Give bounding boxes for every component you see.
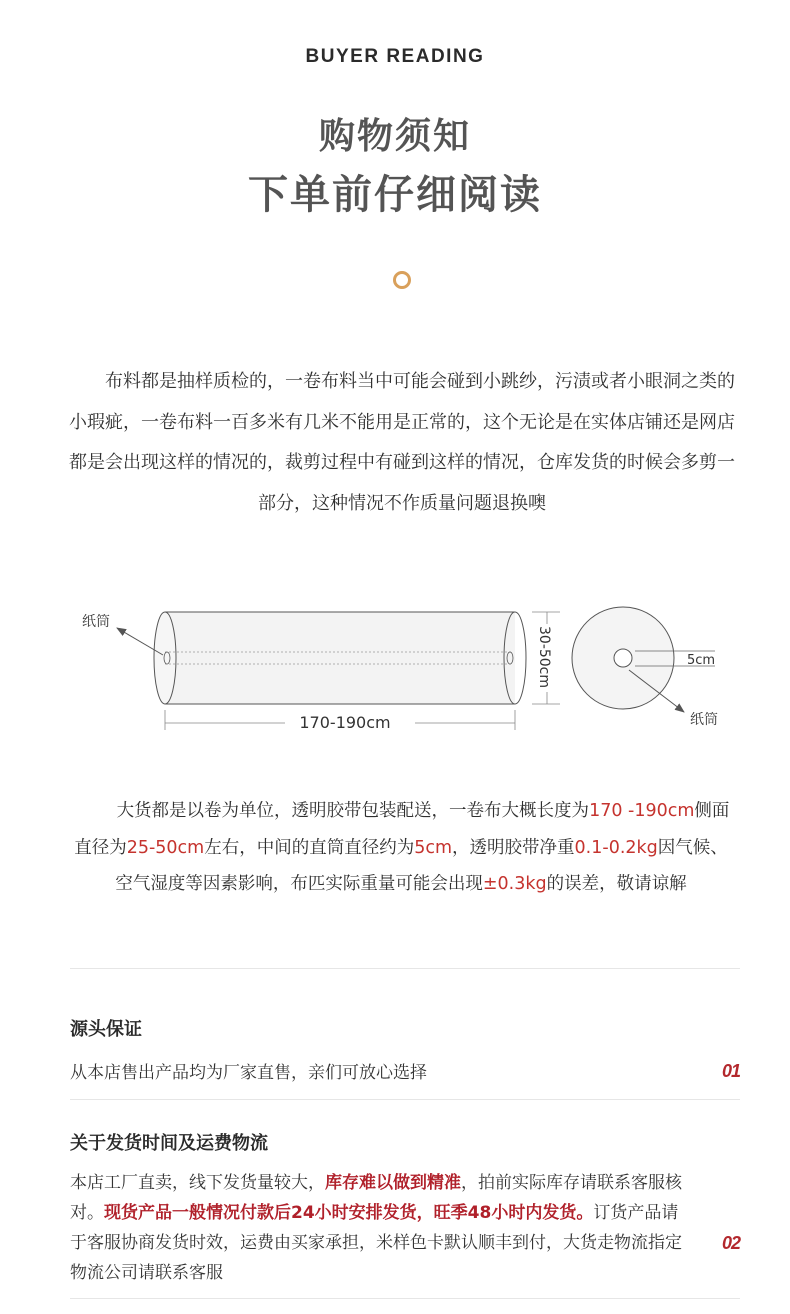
page-title: 购物须知 — [318, 116, 471, 157]
diameter-label: 30-50cm — [536, 626, 552, 689]
notice-text: 布料都是抽样质检的，一卷布料当中可能会碰到小跳纱，污渍或者小眼洞之类的小瑕疵，一卷布料一百多米有几米不能用是正常的，这个无论是在实体店铺还是网店都是会出现这样的情况的，裁剪过程中有碰到这样的情况，仓库发货的时候会多剪一部分，这种情况不作质量问题退换噢 — [69, 371, 735, 514]
roll-side-view — [154, 612, 526, 704]
spec-text: 侧面直径为 — [74, 801, 730, 858]
divider — [70, 968, 740, 969]
section-text-source: 从本店售出产品均为厂家直售，亲们可放心选择 — [70, 1063, 427, 1083]
spec-text: ，透明胶带净重 — [452, 837, 575, 858]
spec-core-value: 5cm — [414, 837, 453, 858]
section-number-02: 02 — [722, 1233, 741, 1253]
spec-text: 的误差，敬请谅解 — [546, 874, 687, 894]
spec-diameter-value: 25-50cm — [126, 837, 205, 858]
section-title-source: 源头保证 — [70, 1019, 142, 1040]
spec-tape-weight-value: 0.1-0.2kg — [574, 837, 658, 858]
fabric-roll-diagram — [60, 590, 740, 750]
core-diameter-label: 5cm — [687, 653, 716, 668]
section-eyebrow: BUYER READING — [305, 46, 485, 67]
divider — [70, 1298, 740, 1299]
notice-paragraph — [62, 362, 742, 524]
spec-paragraph — [66, 793, 736, 903]
shipping-highlight: 库存难以做到精准 — [325, 1173, 461, 1193]
spec-text: 左右，中间的直筒直径约为 — [204, 837, 415, 858]
divider — [70, 1099, 740, 1100]
section-number-01: 01 — [722, 1061, 741, 1081]
shipping-text: 本店工厂直卖，线下发货量较大， — [70, 1173, 325, 1193]
ring-ornament-icon — [393, 271, 411, 289]
shipping-highlight: 现货产品一般情况付款后24小时安排发货，旺季48小时内发货。 — [104, 1203, 594, 1223]
shipping-text: 订货产品请于客服协商发货时效，运费由买家承担，米样色卡默认顺丰到付，大货走物流指定物流公司请联系客服 — [70, 1203, 682, 1283]
shipping-text: ，拍前实际库存请联系客服核对。 — [70, 1173, 682, 1223]
section-text-shipping — [70, 1168, 690, 1288]
left-tube-label: 纸筒 — [82, 614, 110, 630]
right-tube-label: 纸筒 — [690, 712, 718, 728]
spec-text: 大货都是以卷为单位，透明胶带包装配送，一卷布大概长度为 — [116, 801, 590, 821]
spec-text: 因气候、空气湿度等因素影响，布匹实际重量可能会出现 — [115, 837, 728, 894]
spec-length-value: 170 -190cm — [589, 801, 695, 821]
page-subtitle: 下单前仔细阅读 — [248, 172, 542, 218]
spec-error-value: ±0.3kg — [482, 874, 547, 894]
section-title-shipping: 关于发货时间及运费物流 — [70, 1133, 268, 1154]
length-label: 170-190cm — [299, 713, 391, 732]
